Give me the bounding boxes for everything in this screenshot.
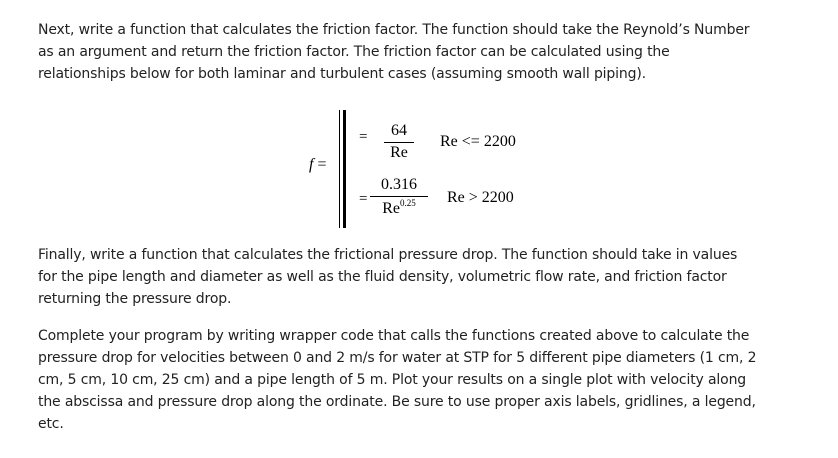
- turbulent-numerator: 0.316: [381, 176, 417, 193]
- reynolds-base: Re: [382, 200, 401, 217]
- instruction-paragraph-friction-factor: [38, 19, 749, 85]
- fraction-line: [370, 196, 428, 197]
- brace-bar-thin: [339, 110, 340, 228]
- instruction-paragraph-wrapper-code: [38, 325, 756, 435]
- text-line: pressure drop for velocities between 0 and 2 m/s for water at STP for 5 different pipe diameters (1 cm, 2: [38, 350, 757, 366]
- text-line: etc.: [38, 416, 64, 432]
- text-line: returning the pressure drop.: [38, 291, 232, 307]
- brace-bar-thick: [343, 110, 346, 228]
- laminar-denominator: Re: [390, 144, 408, 161]
- turbulent-denominator: [370, 198, 428, 218]
- laminar-condition: Re <= 2200: [440, 133, 516, 150]
- reynolds-exponent: 0.25: [400, 198, 416, 208]
- text-line: Complete your program by writing wrapper code that calls the functions created above to calculate the: [38, 328, 750, 344]
- equation-lhs: [309, 156, 326, 174]
- text-line: relationships below for both laminar and turbulent cases (assuming smooth wall piping).: [38, 66, 646, 82]
- laminar-equals-sign: =: [359, 129, 368, 145]
- equals-sign: =: [317, 156, 327, 173]
- text-line: Finally, write a function that calculates the frictional pressure drop. The function should take in values: [38, 247, 738, 263]
- text-line: for the pipe length and diameter as well as the fluid density, volumetric flow rate, and friction factor: [38, 269, 727, 285]
- turbulent-equals-sign: =: [359, 191, 368, 207]
- fraction-line: [384, 142, 414, 143]
- text-line: Next, write a function that calculates the friction factor. The function should take the Reynold’s Number: [38, 22, 750, 38]
- text-line: the abscissa and pressure drop along the ordinate. Be sure to use proper axis labels, gridlines, a legend,: [38, 394, 756, 410]
- instruction-paragraph-pressure-drop: [38, 244, 737, 310]
- text-line: cm, 5 cm, 10 cm, 25 cm) and a pipe length of 5 m. Plot your results on a single plot with velocity along: [38, 372, 747, 388]
- friction-symbol: f: [309, 156, 314, 173]
- text-line: as an argument and return the friction factor. The friction factor can be calculated using the: [38, 44, 670, 60]
- laminar-fraction: [384, 122, 414, 162]
- turbulent-condition: Re > 2200: [447, 189, 514, 206]
- laminar-numerator: 64: [391, 122, 407, 139]
- turbulent-fraction: [370, 176, 428, 218]
